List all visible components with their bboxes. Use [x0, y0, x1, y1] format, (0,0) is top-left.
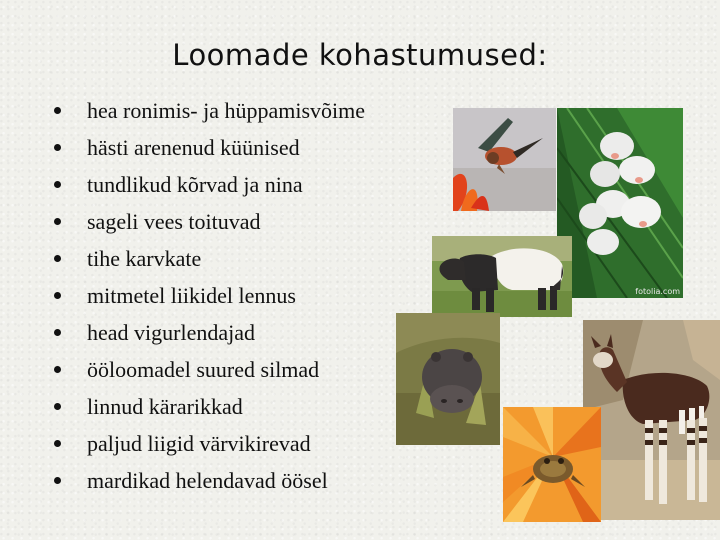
bullet-text: sageli vees toituvad	[87, 208, 261, 234]
bullet-item	[54, 277, 365, 314]
bullet-text: tundlikud kõrvad ja nina	[87, 171, 303, 197]
bullet-dot-icon	[54, 477, 61, 484]
bullet-text: ööloomadel suured silmad	[87, 356, 320, 382]
bullet-item	[54, 240, 365, 277]
bullet-dot-icon	[54, 329, 61, 336]
bullet-dot-icon	[54, 218, 61, 225]
okapi-photo	[583, 320, 720, 520]
bullet-text: mardikad helendavad öösel	[87, 467, 328, 493]
bullet-item	[54, 462, 365, 499]
photo-credit: fotolia.com	[635, 287, 680, 296]
hummingbird-photo	[453, 108, 556, 211]
bullet-text: linnud kärarikkad	[87, 393, 243, 419]
frog-on-flower-photo	[503, 407, 601, 522]
bullet-text: hästi arenenud küünised	[87, 134, 300, 160]
bullet-text: head vigurlendajad	[87, 319, 255, 345]
bullet-text: tihe karvkate	[87, 245, 202, 271]
bullet-item	[54, 425, 365, 462]
bullet-item	[54, 314, 365, 351]
bullet-dot-icon	[54, 440, 61, 447]
bullet-item	[54, 388, 365, 425]
bullet-dot-icon	[54, 107, 61, 114]
bullet-item	[54, 203, 365, 240]
bullet-item	[54, 129, 365, 166]
bullet-dot-icon	[54, 292, 61, 299]
bullet-text: paljud liigid värvikirevad	[87, 430, 311, 456]
bullet-item	[54, 166, 365, 203]
bullet-item	[54, 351, 365, 388]
slide-title: Loomade kohastumused:	[172, 38, 548, 72]
tapir-photo	[432, 236, 572, 317]
bullet-dot-icon	[54, 255, 61, 262]
bullet-text: hea ronimis- ja hüppamisvõime	[87, 97, 365, 123]
bullet-dot-icon	[54, 144, 61, 151]
bullet-item	[54, 92, 365, 129]
bullet-dot-icon	[54, 403, 61, 410]
pygmy-hippo-photo	[396, 313, 500, 445]
bullet-text: mitmetel liikidel lennus	[87, 282, 296, 308]
bullet-dot-icon	[54, 181, 61, 188]
bullet-list	[54, 92, 365, 499]
bullet-dot-icon	[54, 366, 61, 373]
white-bats-photo	[557, 108, 683, 298]
